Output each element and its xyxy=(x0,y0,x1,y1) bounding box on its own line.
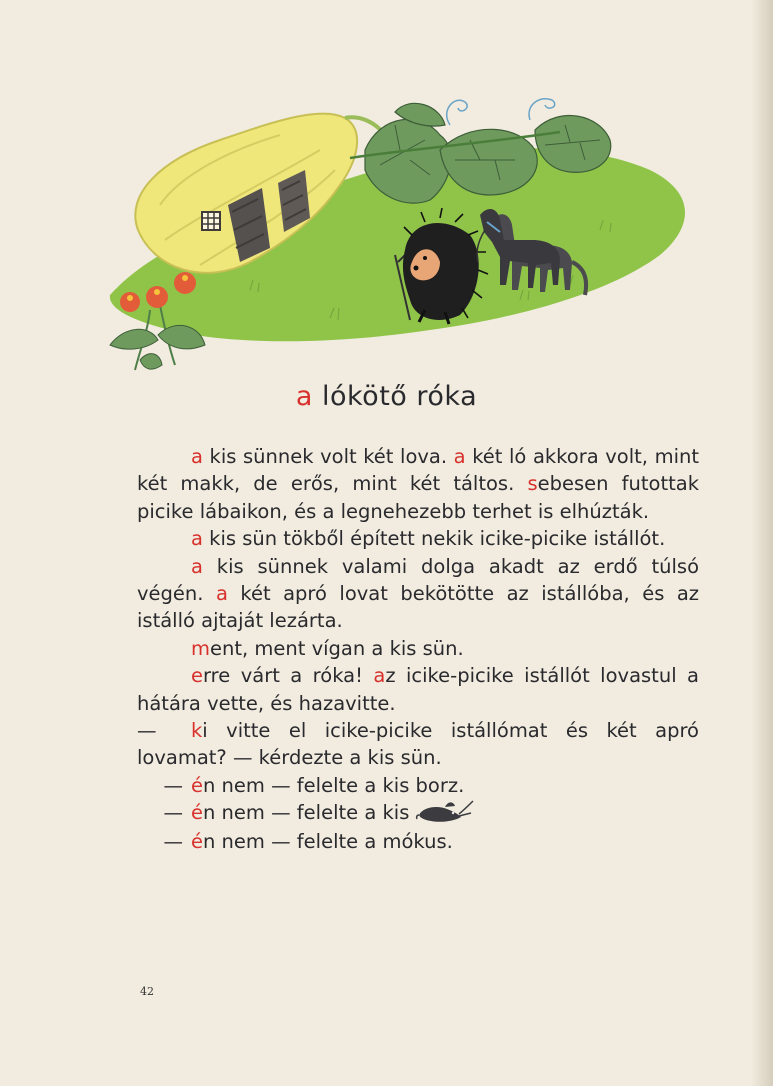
paragraph-text: kis sünnek valami dolga akadt az erdő túlsó végén. xyxy=(137,554,699,606)
red-initial: a xyxy=(191,445,203,468)
dialogue-dash: — xyxy=(137,719,157,743)
red-initial: é xyxy=(191,801,203,825)
red-initial: a xyxy=(215,582,228,606)
reply-text: n nem — felelte a mókus. xyxy=(203,829,453,853)
paragraph-text: z icike-picike istállót lovastul a hátára vette, és hazavitte. xyxy=(137,664,699,715)
red-initial: k xyxy=(191,719,203,743)
red-initial: s xyxy=(527,472,538,496)
reply-text: n nem — felelte a kis borz. xyxy=(203,773,465,797)
paragraph-3 xyxy=(137,553,699,635)
paragraph-text: két ló akkora volt, mint két makk, de erős, mint két táltos. xyxy=(137,445,699,496)
page-number: 42 xyxy=(140,985,154,998)
story-title xyxy=(0,381,773,412)
paragraph-5 xyxy=(137,662,699,717)
title-red-initial: a xyxy=(295,381,313,412)
reply-text: n nem — felelte a kis xyxy=(203,801,410,825)
red-initial: é xyxy=(191,773,203,797)
story-body xyxy=(137,443,699,855)
dialogue-dash: — xyxy=(163,801,183,825)
red-initial: m xyxy=(191,636,210,660)
paragraph-1 xyxy=(137,443,699,525)
red-initial: a xyxy=(191,527,203,551)
red-initial: a xyxy=(191,554,203,578)
red-initial: e xyxy=(191,664,203,688)
paragraph-text: i vitte el icike-picike istállómat és két apró lovamat? — kérdezte a kis sün. xyxy=(137,719,699,770)
paragraph-4 xyxy=(137,635,699,662)
title-text: lókötő róka xyxy=(312,381,478,412)
dialogue-dash: — xyxy=(163,773,183,797)
dialogue-dash: — xyxy=(163,829,183,853)
red-initial: é xyxy=(191,829,203,853)
red-initial: a xyxy=(453,445,466,468)
story-illustration xyxy=(0,0,773,390)
paragraph-6 xyxy=(137,717,699,772)
paragraph-text: két apró lovat bekötötte az istállóba, és az istálló ajtaját lezárta. xyxy=(137,582,700,633)
reply-line-3 xyxy=(137,828,699,855)
paragraph-text: ebesen futottak picike lábaikon, és a legnehezebb terhet is elhúzták. xyxy=(137,472,699,523)
paragraph-text: kis sün tökből épített nekik icike-picike istállót. xyxy=(202,527,666,551)
red-initial: a xyxy=(373,664,386,688)
paragraph-text: rre várt a róka! xyxy=(203,664,374,688)
paragraph-text: kis sünnek volt két lova. xyxy=(202,445,454,468)
reply-line-2 xyxy=(137,799,699,828)
mouse-icon xyxy=(415,797,475,825)
paragraph-text: ent, ment vígan a kis sün. xyxy=(210,636,464,660)
reply-line-1 xyxy=(137,772,699,799)
paragraph-2 xyxy=(137,525,699,552)
